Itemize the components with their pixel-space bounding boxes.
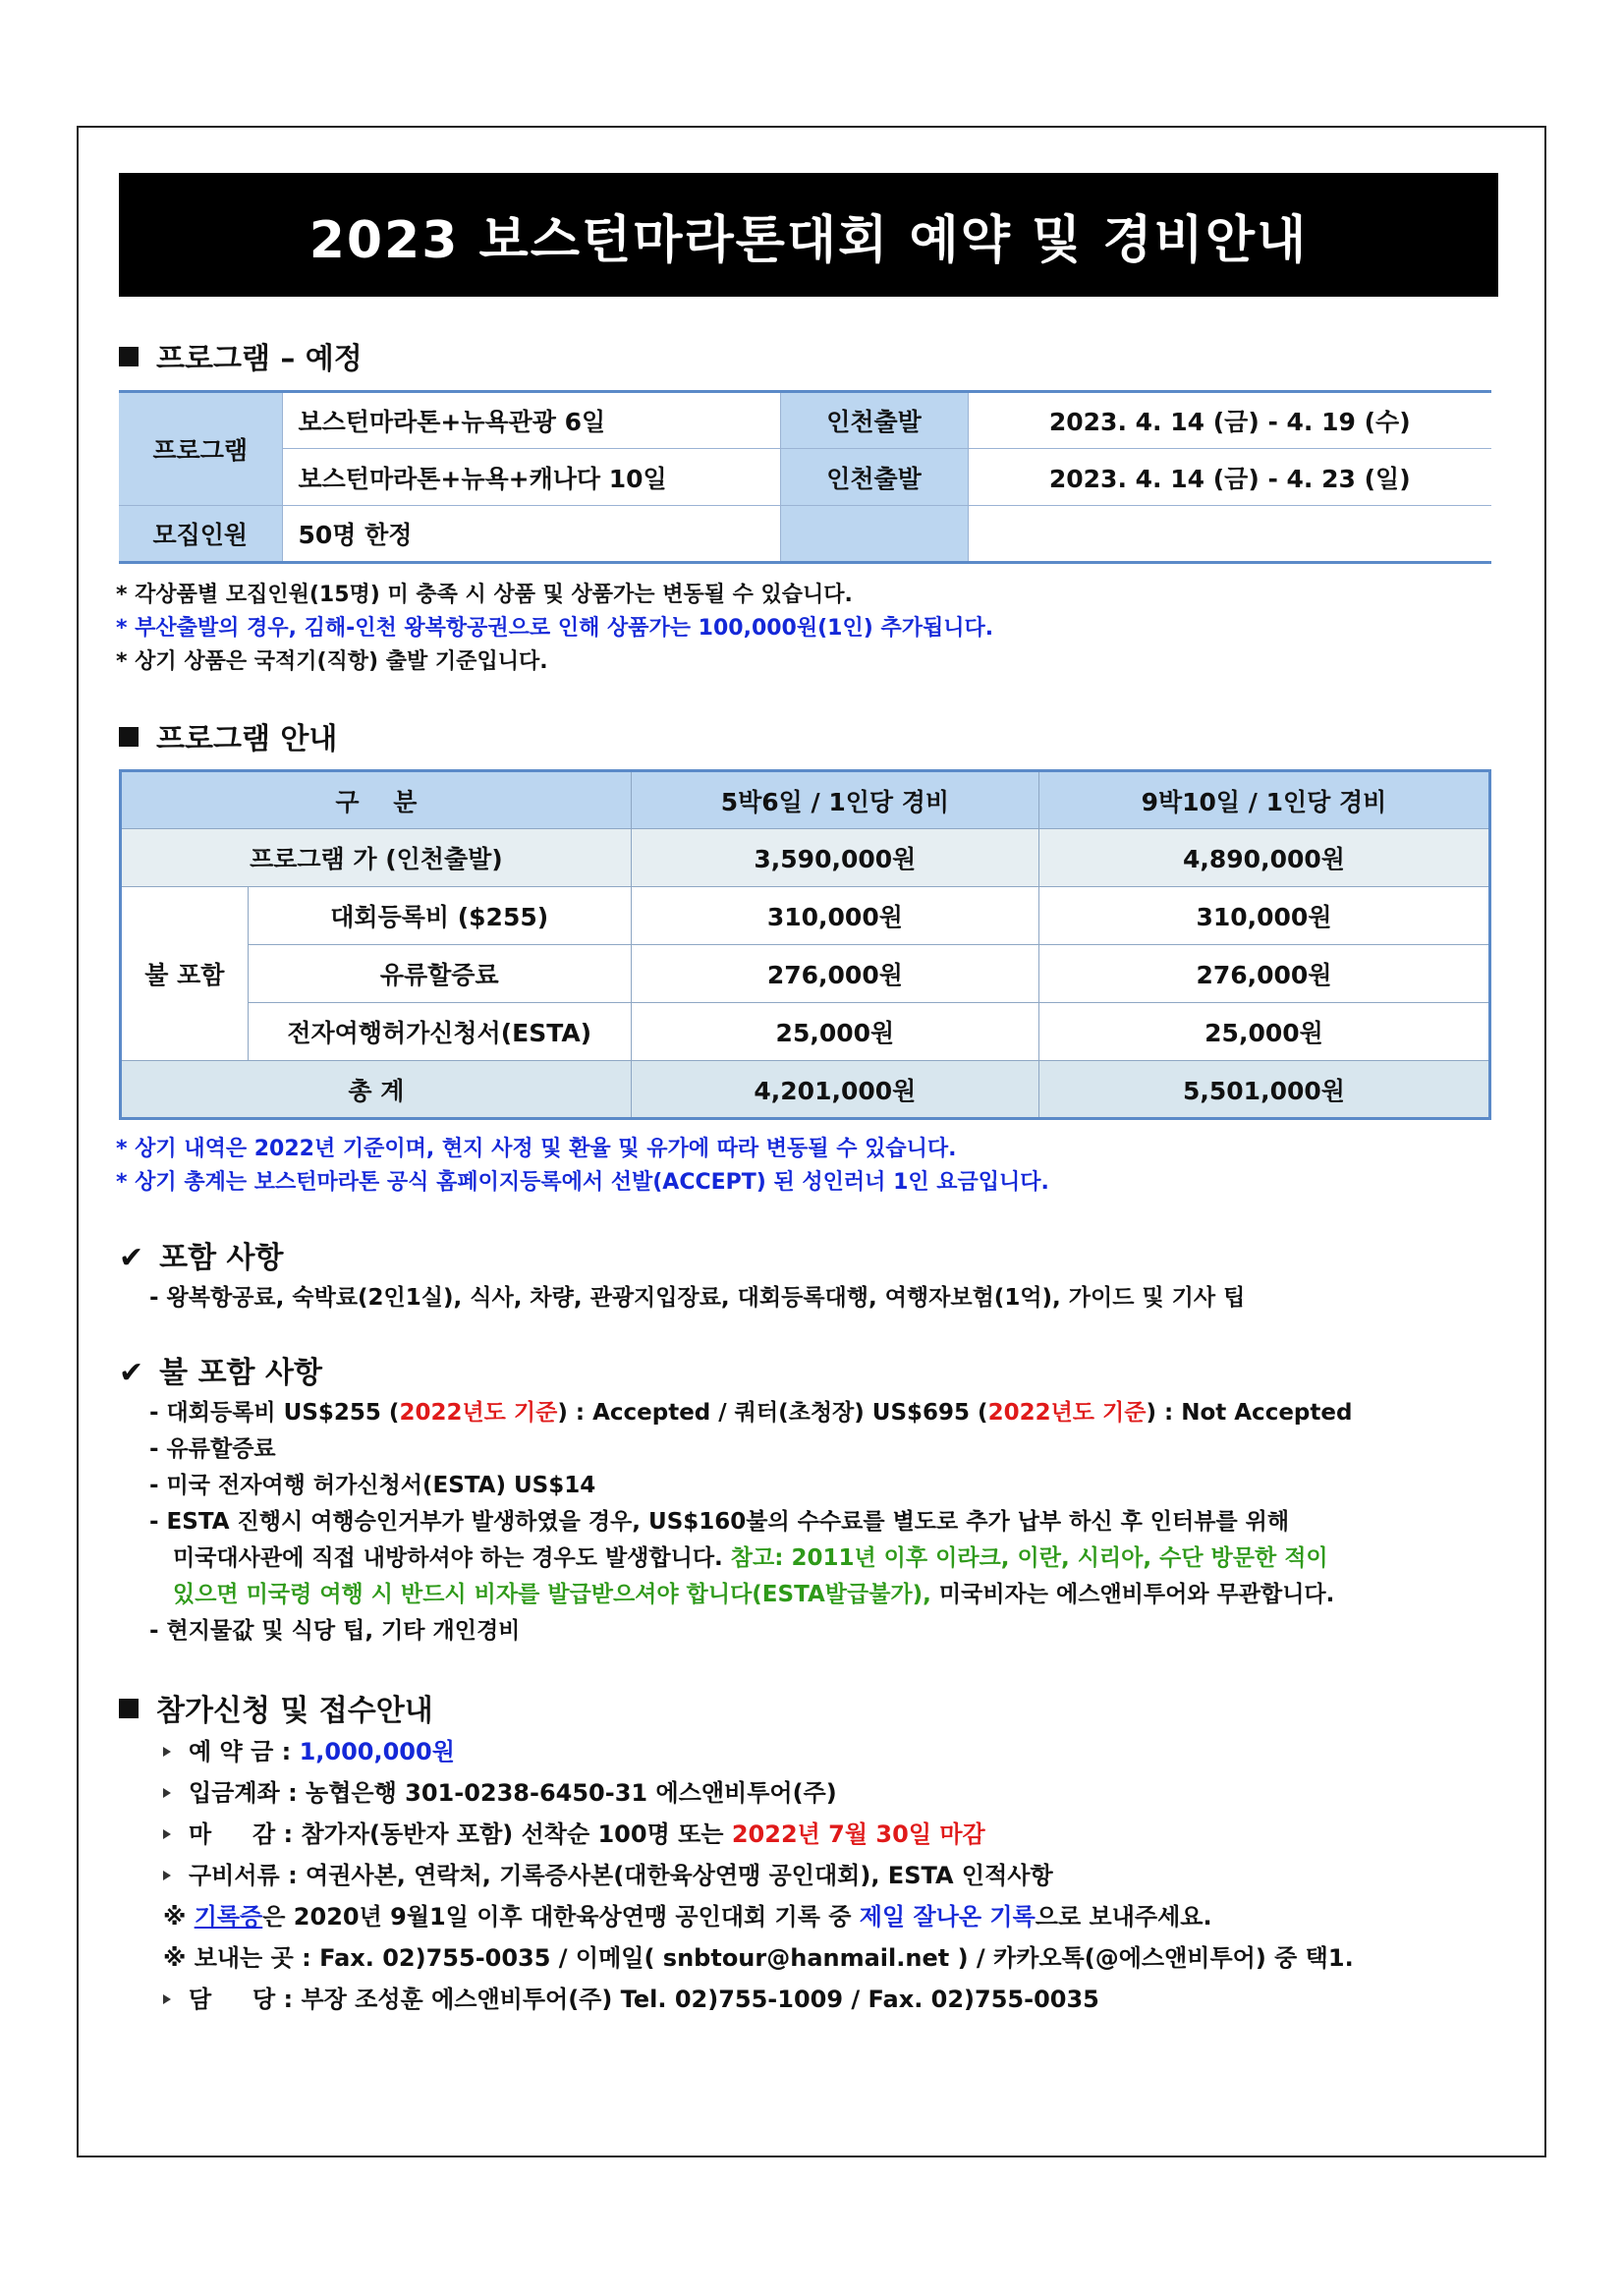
note: * 상기 총계는 보스턴마라톤 공식 홈페이지등록에서 선발(ACCEPT) 된 성인러너 1인 요금입니다. [116,1170,1049,1195]
check-icon: ✔ [119,1241,144,1275]
program-label: 프로그램 [119,392,282,506]
excluded-heading: ✔ 불 포함 사항 [119,1356,322,1390]
program-name: 보스턴마라톤+뉴욕관광 6일 [282,392,780,449]
row-label: 총 계 [121,1061,632,1119]
cell-value: 310,000원 [631,887,1038,945]
departure-label: 인천출발 [780,392,968,449]
row-label: 프로그램 가 (인천출발) [121,829,632,887]
excluded-line: - ESTA 진행시 여행승인거부가 발생하였을 경우, US$160불의 수수료를 별도로 추가 납부 하신 후 인터뷰를 위해 [149,1509,1290,1535]
excluded-label: 불 포함 [121,887,249,1061]
apply-heading: 참가신청 및 접수안내 [119,1686,433,1729]
deposit-line: 예 약 금 : 1,000,000원 [163,1732,455,1766]
cell-value: 276,000원 [1038,945,1489,1003]
excluded-line: - 미국 전자여행 허가신청서(ESTA) US$14 [149,1473,596,1498]
cell-value: 4,890,000원 [1038,829,1489,887]
column-header: 5박6일 / 1인당 경비 [631,771,1038,829]
page-title: 2023 보스턴마라톤대회 예약 및 경비안내 [119,173,1498,297]
excluded-line: - 유류할증료 [149,1436,276,1462]
note: * 상기 내역은 2022년 기준이며, 현지 사정 및 환율 및 유가에 따라 변동될 수 있습니다. [116,1137,957,1161]
note: * 각상품별 모집인원(15명) 미 충족 시 상품 및 상품가는 변동될 수 있습니다. [116,583,853,607]
section-program-heading: 프로그램 – 예정 [119,334,363,377]
table-row [121,887,1490,945]
excluded-line: 미국대사관에 직접 내방하셔야 하는 경우도 발생합니다. 참고: 2011년 이후 이라크, 이란, 시리아, 수단 방문한 적이 [173,1545,1328,1571]
cell-value: 25,000원 [1038,1003,1489,1061]
documents-line: 구비서류 : 여권사본, 연락처, 기록증사본(대한육상연맹 공인대회), ESTA 인적사항 [163,1856,1053,1890]
empty-cell [780,506,968,563]
triangle-bullet-icon [163,1994,171,2004]
departure-label: 인천출발 [780,449,968,506]
table-row [121,1003,1490,1061]
square-bullet-icon [119,727,139,747]
triangle-bullet-icon [163,1829,171,1839]
cell-value: 3,590,000원 [631,829,1038,887]
empty-cell [968,506,1491,563]
table-header-row [121,771,1490,829]
program-dates: 2023. 4. 14 (금) - 4. 19 (수) [968,392,1491,449]
row-label: 대회등록비 ($255) [248,887,631,945]
recruit-label: 모집인원 [119,506,282,563]
recruit-value: 50명 한정 [282,506,780,563]
cell-value: 5,501,000원 [1038,1061,1489,1119]
triangle-bullet-icon [163,1871,171,1880]
account-line: 입금계좌 : 농협은행 301-0238-6450-31 에스앤비투어(주) [163,1773,837,1808]
program-name: 보스턴마라톤+뉴욕+캐나다 10일 [282,449,780,506]
check-icon: ✔ [119,1356,144,1390]
program-dates: 2023. 4. 14 (금) - 4. 23 (일) [968,449,1491,506]
table-row [121,945,1490,1003]
row-label: 전자여행허가신청서(ESTA) [248,1003,631,1061]
note: * 부산출발의 경우, 김해-인천 왕복항공권으로 인해 상품가는 100,000원(1인) 추가됩니다. [116,616,994,641]
excluded-line: - 대회등록비 US$255 (2022년도 기준) : Accepted / 쿼터(초청장) US$695 (2022년도 기준) : Not Accepted [149,1400,1353,1426]
square-bullet-icon [119,1699,139,1718]
section-guide-heading: 프로그램 안내 [119,714,337,757]
table-row [119,506,1491,563]
square-bullet-icon [119,347,139,366]
cell-value: 276,000원 [631,945,1038,1003]
contact-line: 담 당 : 부장 조성훈 에스앤비투어(주) Tel. 02)755-1009 / Fax. 02)755-0035 [163,1980,1099,2014]
included-text: - 왕복항공료, 숙박료(2인1실), 식사, 차량, 관광지입장료, 대회등록대행, 여행자보험(1억), 가이드 및 기사 팁 [149,1285,1246,1311]
table-total-row [121,1061,1490,1119]
excluded-line: 있으면 미국령 여행 시 반드시 비자를 발급받으셔야 합니다(ESTA발급불가), 미국비자는 에스앤비투어와 무관합니다. [173,1582,1335,1607]
included-heading: ✔ 포함 사항 [119,1241,284,1275]
note: * 상기 상품은 국적기(직항) 출발 기준입니다. [116,649,548,674]
triangle-bullet-icon [163,1747,171,1757]
triangle-bullet-icon [163,1788,171,1798]
program-schedule-table [119,390,1491,564]
table-row [121,829,1490,887]
record-note: ※ 기록증은 2020년 9월1일 이후 대한육상연맹 공인대회 기록 중 제일 잘나온 기록으로 보내주세요. [163,1903,1212,1931]
column-header: 9박10일 / 1인당 경비 [1038,771,1489,829]
row-label: 유류할증료 [248,945,631,1003]
price-table [119,769,1491,1120]
table-row [119,449,1491,506]
cell-value: 25,000원 [631,1003,1038,1061]
column-header: 구 분 [121,771,632,829]
table-row [119,392,1491,449]
send-note: ※ 보내는 곳 : Fax. 02)755-0035 / 이메일( snbtour@hanmail.net ) / 카카오톡(@에스앤비투어) 중 택1. [163,1944,1354,1972]
deadline-line: 마 감 : 참가자(동반자 포함) 선착순 100명 또는 2022년 7월 30일 마감 [163,1815,985,1849]
cell-value: 4,201,000원 [631,1061,1038,1119]
cell-value: 310,000원 [1038,887,1489,945]
excluded-line: - 현지물값 및 식당 팁, 기타 개인경비 [149,1618,521,1644]
